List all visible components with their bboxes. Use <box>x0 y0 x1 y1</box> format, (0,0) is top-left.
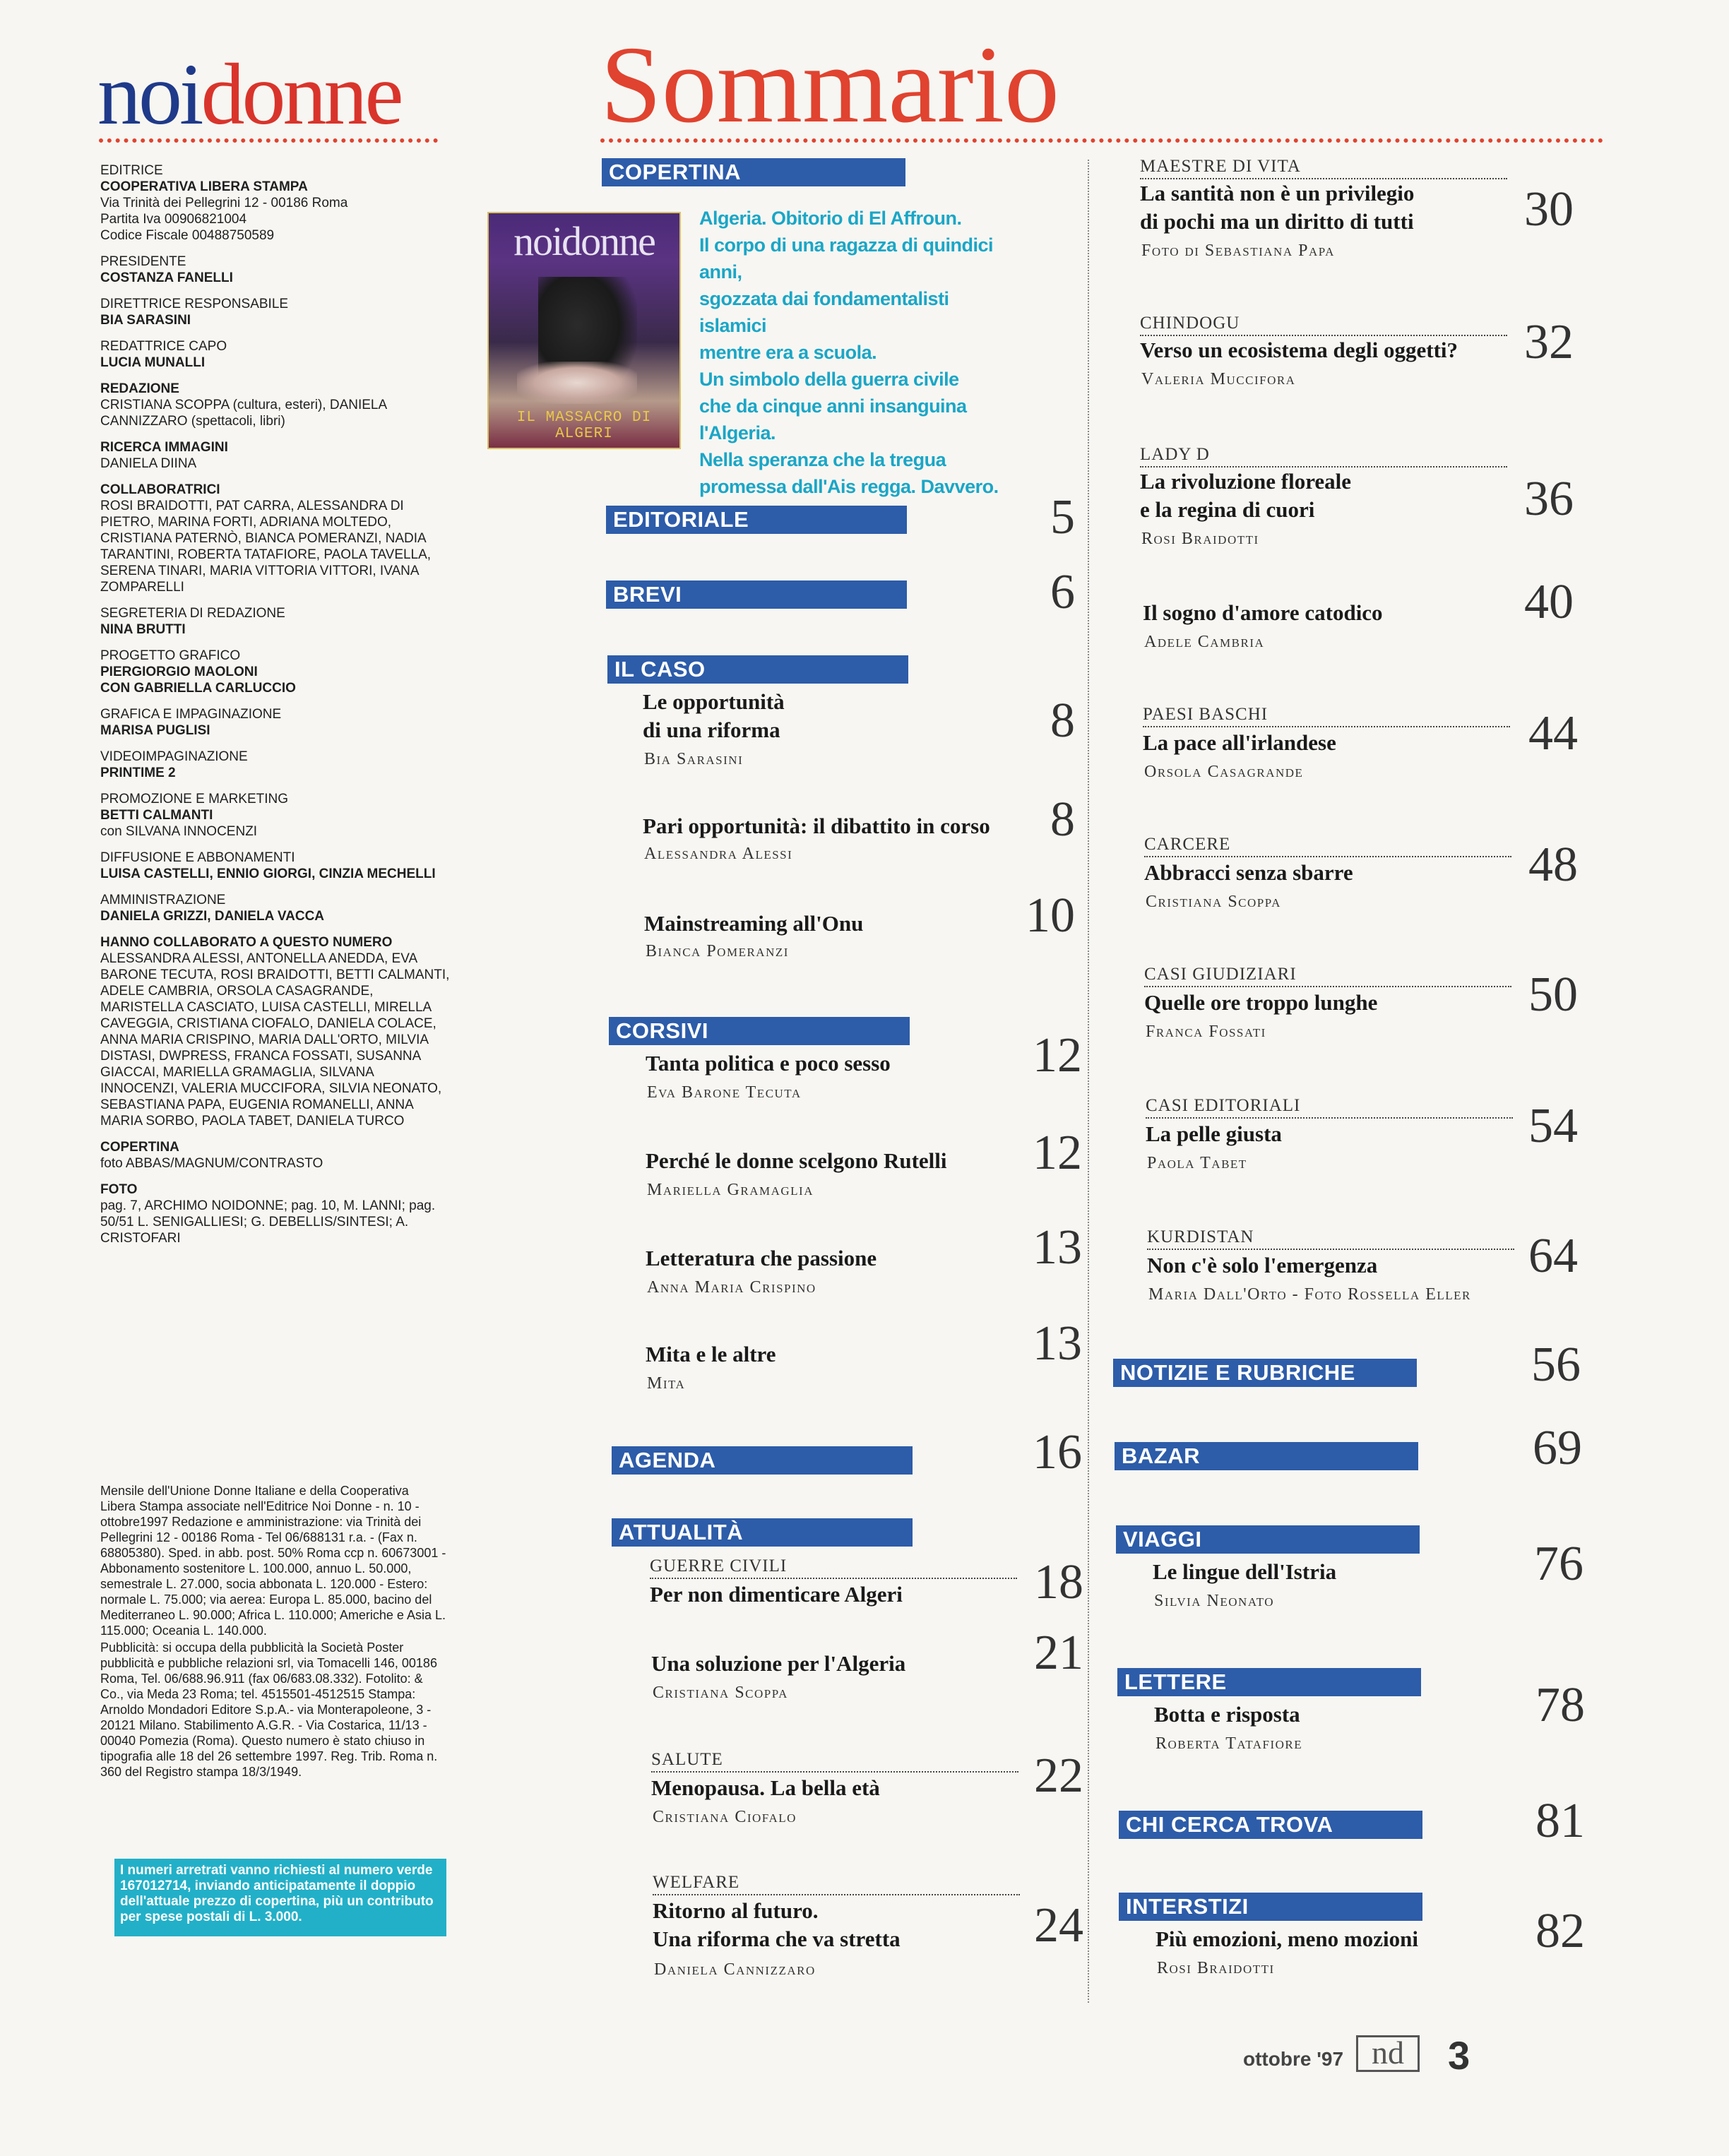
page-number: 16 <box>1033 1425 1082 1479</box>
masthead-detail: Via Trinità dei Pellegrini 12 - 00186 Roma Partita Iva 00906821004 Codice Fiscale 00488750589 <box>100 196 348 243</box>
article-title[interactable]: Perché le donne scelgono Rutelli <box>646 1148 947 1173</box>
article-title[interactable]: La pace all'irlandese <box>1143 730 1336 755</box>
masthead-block <box>100 706 453 739</box>
section-interstizi[interactable]: INTERSTIZI <box>1119 1893 1422 1921</box>
page-number: 13 <box>1033 1220 1082 1275</box>
cover-line: che da cinque anni insanguina l'Algeria. <box>699 395 967 443</box>
article-author: Mita <box>647 1374 686 1393</box>
section-chi-cerca-trova[interactable]: CHI CERCA TROVA <box>1119 1811 1422 1839</box>
masthead-block <box>100 338 453 371</box>
section-il-caso[interactable]: IL CASO <box>607 655 908 684</box>
article-title[interactable]: Menopausa. La bella età <box>651 1775 880 1800</box>
masthead-block <box>100 749 453 781</box>
page-number: 40 <box>1524 575 1574 629</box>
article-title[interactable]: Le opportunità di una riforma <box>643 689 785 742</box>
article-title[interactable]: Letteratura che passione <box>646 1246 877 1270</box>
article-title[interactable]: La pelle giusta <box>1146 1121 1282 1146</box>
masthead-detail: ALESSANDRA ALESSI, ANTONELLA ANEDDA, EVA BARONE TECUTA, ROSI BRAIDOTTI, BETTI CALMANTI, ADELE CAMBRIA, ORSOLA CASAGRANDE, MARISTELLA CASCIATO, LUISA CASTELLI, MIRELLA CAVEGGIA, CRISTIANA CIOFALO, DANIELA COLACE, ANNA MARIA CRISPINO, MARIA DALL'ORTO, MILVIA DISTASI, DWPRESS, FRANCA FOSSATI, SUSANNA GIACCAI, MARIELLA GRAMAGLIA, SILVANA INNOCENZI, VALERIA MUCCIFORA, SILVIA NEONATO, SEBASTIANA PAPA, EUGENIA ROMANELLI, ANNA MARIA SORBO, PAOLA TABET, DANIELA TURCO <box>100 951 450 1128</box>
article-author: Cristiana Scoppa <box>1146 893 1281 911</box>
masthead-detail: foto ABBAS/MAGNUM/CONTRASTO <box>100 1156 323 1171</box>
masthead-value: PRINTIME 2 <box>100 766 176 780</box>
back-issues-notice <box>114 1859 446 1936</box>
masthead-label: DIFFUSIONE E ABBONAMENTI <box>100 850 295 865</box>
masthead-label: PROMOZIONE E MARKETING <box>100 792 289 806</box>
masthead-block <box>100 791 453 840</box>
page-number: 5 <box>1050 490 1075 544</box>
article-kicker: GUERRE CIVILI <box>650 1556 1017 1579</box>
page-number: 56 <box>1531 1338 1581 1392</box>
article-title[interactable]: Mita e le altre <box>646 1342 776 1366</box>
article-kicker: LADY D <box>1140 445 1507 467</box>
article-title[interactable]: Le lingue dell'Istria <box>1153 1559 1337 1584</box>
page-number: 76 <box>1534 1537 1584 1591</box>
page-number: 13 <box>1033 1316 1082 1371</box>
title-dotted-rule <box>600 138 1603 143</box>
masthead-value: LUCIA MUNALLI <box>100 355 206 370</box>
article-title[interactable]: Tanta politica e poco sesso <box>646 1051 891 1076</box>
cover-strapline: IL MASSACRO DI ALGERI <box>516 410 652 442</box>
masthead-detail: pag. 7, ARCHIMO NOIDONNE; pag. 10, M. LANNI; pag. 50/51 L. SENIGALLIESI; G. DEBELLIS/SINTESI; A. CRISTOFARI <box>100 1198 436 1246</box>
masthead-value: HANNO COLLABORATO A QUESTO NUMERO <box>100 935 393 950</box>
masthead-block <box>100 381 453 429</box>
article-title[interactable]: Non c'è solo l'emergenza <box>1147 1253 1378 1277</box>
article-kicker: CASI EDITORIALI <box>1146 1096 1513 1119</box>
article-author: Eva Barone Tecuta <box>647 1083 802 1102</box>
folio: 3 <box>1448 2033 1470 2078</box>
masthead-value: FOTO <box>100 1182 138 1197</box>
article-title[interactable]: Botta e risposta <box>1154 1702 1300 1727</box>
cover-line: Il corpo di una ragazza di quindici anni, <box>699 234 994 282</box>
article-title[interactable]: Pari opportunità: il dibattito in corso <box>643 814 990 838</box>
notice-text: I numeri arretrati vanno richiesti al numero verde 167012714, inviando anticipatamente il doppio dell'attuale prezzo di copertina, più un contributo per spese postali di L. 3.000. <box>120 1863 434 1924</box>
article-title[interactable]: Verso un ecosistema degli oggetti? <box>1140 338 1458 362</box>
masthead-label: VIDEOIMPAGINAZIONE <box>100 749 248 764</box>
article-author: Roberta Tatafiore <box>1155 1734 1303 1753</box>
masthead-value: RICERCA IMMAGINI <box>100 440 228 455</box>
masthead-block <box>100 892 453 924</box>
masthead-value: BIA SARASINI <box>100 313 191 328</box>
article-title[interactable]: Per non dimenticare Algeri <box>650 1582 903 1607</box>
section-editoriale[interactable]: EDITORIALE <box>606 506 907 534</box>
article-author: Adele Cambria <box>1144 633 1265 651</box>
section-viaggi[interactable]: VIAGGI <box>1116 1525 1420 1554</box>
masthead-value: COLLABORATRICI <box>100 482 220 497</box>
masthead-detail: con SILVANA INNOCENZI <box>100 824 258 839</box>
masthead-label: GRAFICA E IMPAGINAZIONE <box>100 707 282 722</box>
page-number: 36 <box>1524 472 1574 526</box>
masthead-value: COPERTINA <box>100 1140 179 1155</box>
masthead-value: REDAZIONE <box>100 381 179 396</box>
article-author: Foto di Sebastiana Papa <box>1141 242 1335 260</box>
article-kicker: PAESI BASCHI <box>1143 705 1510 727</box>
page-number: 12 <box>1033 1126 1082 1180</box>
article-title[interactable]: La rivoluzione floreale e la regina di cuori <box>1140 469 1352 522</box>
page-number: 10 <box>1026 888 1075 943</box>
masthead-block <box>100 850 453 882</box>
noidonne-logo: noidonne <box>97 46 401 143</box>
article-author: Mariella Gramaglia <box>647 1181 814 1199</box>
masthead-label: SEGRETERIA DI REDAZIONE <box>100 606 285 621</box>
article-title[interactable]: Più emozioni, meno mozioni <box>1155 1926 1418 1951</box>
section-lettere[interactable]: LETTERE <box>1117 1668 1421 1696</box>
cover-description <box>699 205 1010 500</box>
article-author: Paola Tabet <box>1147 1154 1247 1172</box>
nd-logo: nd <box>1356 2035 1420 2072</box>
article-author: Bia Sarasini <box>644 750 744 768</box>
masthead-block <box>100 296 453 328</box>
article-author: Valeria Muccifora <box>1141 370 1296 388</box>
article-title[interactable]: La santità non è un privilegio di pochi ma un diritto di tutti <box>1140 181 1415 234</box>
masthead-value: BETTI CALMANTI <box>100 808 213 823</box>
page-number: 32 <box>1524 315 1574 369</box>
masthead-block <box>100 648 453 696</box>
article-title[interactable]: Il sogno d'amore catodico <box>1143 600 1383 625</box>
article-kicker: CHINDOGU <box>1140 314 1507 336</box>
cover-line: Nella speranza che la tregua <box>699 449 946 470</box>
page-number: 82 <box>1535 1904 1585 1958</box>
article-kicker: CARCERE <box>1144 835 1511 857</box>
masthead-label: DIRETTRICE RESPONSABILE <box>100 297 289 311</box>
article-title[interactable]: Mainstreaming all'Onu <box>644 911 864 936</box>
article-author: Maria Dall'Orto - Foto Rossella Eller <box>1148 1285 1471 1304</box>
page-number: 21 <box>1034 1626 1083 1680</box>
page-number: 64 <box>1528 1229 1578 1283</box>
masthead-label: AMMINISTRAZIONE <box>100 893 226 907</box>
imprint <box>100 1483 446 1780</box>
masthead-label: PROGETTO GRAFICO <box>100 648 241 663</box>
page-title: Sommario <box>600 23 1059 145</box>
article-author: Rosi Braidotti <box>1157 1959 1275 1977</box>
article-author: Cristiana Ciofalo <box>653 1808 797 1826</box>
article-author: Orsola Casagrande <box>1144 763 1304 781</box>
article-author: Cristiana Scoppa <box>653 1684 788 1702</box>
logo-dotted-rule <box>99 138 438 143</box>
masthead-label: PRESIDENTE <box>100 254 186 269</box>
issue-date: ottobre '97 <box>1243 2048 1344 2070</box>
page-number: 30 <box>1524 182 1574 237</box>
masthead-label: REDATTRICE CAPO <box>100 339 227 354</box>
page-number: 22 <box>1034 1749 1083 1803</box>
page-number: 18 <box>1034 1555 1083 1609</box>
cover-line: sgozzata dai fondamentalisti islamici <box>699 288 949 336</box>
cover-line: promessa dall'Ais regga. Davvero. <box>699 476 999 497</box>
page-number: 24 <box>1034 1898 1083 1953</box>
page-number: 78 <box>1535 1678 1585 1732</box>
article-author: Rosi Braidotti <box>1141 530 1259 548</box>
section-copertina[interactable]: COPERTINA <box>602 158 905 186</box>
masthead-block <box>100 254 453 286</box>
cover-line: mentre era a scuola. <box>699 342 877 363</box>
page-number: 54 <box>1528 1099 1578 1153</box>
page-number: 69 <box>1533 1421 1582 1475</box>
cover-image[interactable] <box>487 212 681 449</box>
page-number: 81 <box>1535 1794 1585 1848</box>
article-title[interactable]: Ritorno al futuro. Una riforma che va stretta <box>653 1898 901 1951</box>
masthead-block <box>100 439 453 472</box>
masthead-block <box>100 605 453 638</box>
page-number: 12 <box>1033 1028 1082 1083</box>
page-number: 8 <box>1050 792 1075 847</box>
masthead-detail: DANIELA DIINA <box>100 456 197 471</box>
imprint-text: Mensile dell'Unione Donne Italiane e della Cooperativa Libera Stampa associate nell'Editrice Noi Donne - n. 10 - ottobre1997 Redazione e amministrazione: via Trinità dei Pellegrini 12 - 00186 Roma - Tel 06/688131 r.a. - (Fax n. 68805380). Sped. in abb. post. 50% Roma ccp n. 60673001 - Abbonamento sostenitore L. 100.000, annuo L. 50.000, semestrale L. 27.000, socia abbonata L. 120.000 - Estero: normale L. 75.000; via aerea: Europa L. 85.000, bacino del Mediterraneo L. 90.000; Africa L. 110.000; Americhe e Asia L. 115.000; Oceania L. 140.000. <box>100 1484 446 1638</box>
section-bazar[interactable]: BAZAR <box>1115 1442 1418 1470</box>
article-author: Silvia Neonato <box>1154 1592 1275 1610</box>
page-number: 50 <box>1528 967 1578 1022</box>
cover-line: Algeria. Obitorio di El Affroun. <box>699 208 962 229</box>
masthead-value: MARISA PUGLISI <box>100 723 210 738</box>
section-corsivi[interactable]: CORSIVI <box>609 1017 910 1045</box>
article-kicker: KURDISTAN <box>1147 1227 1514 1250</box>
section-brevi[interactable]: BREVI <box>606 580 907 609</box>
article-kicker: SALUTE <box>651 1750 1018 1773</box>
masthead-block <box>100 934 453 1129</box>
article-author: Bianca Pomeranzi <box>646 942 789 960</box>
masthead-block <box>100 482 453 595</box>
article-kicker: MAESTRE DI VITA <box>1140 157 1507 179</box>
section-agenda[interactable]: AGENDA <box>612 1446 913 1475</box>
article-kicker: CASI GIUDIZIARI <box>1144 965 1511 987</box>
article-author: Alessandra Alessi <box>644 845 793 863</box>
masthead-value: PIERGIORGIO MAOLONI CON GABRIELLA CARLUCCIO <box>100 665 296 696</box>
page-number: 44 <box>1528 706 1578 761</box>
masthead-value: COOPERATIVA LIBERA STAMPA <box>100 179 308 194</box>
section-notizie-e-rubriche[interactable]: NOTIZIE E RUBRICHE <box>1113 1359 1417 1387</box>
masthead-block <box>100 1181 453 1246</box>
page-number: 48 <box>1528 838 1578 892</box>
masthead-detail: ROSI BRAIDOTTI, PAT CARRA, ALESSANDRA DI PIETRO, MARINA FORTI, ADRIANA MOLTEDO, CRISTIANA PATERNÒ, BIANCA POMERANZI, NADIA TARANTINI, ROBERTA TATAFIORE, PAOLA TAVELLA, SERENA TINARI, MARIA VITTORIA VITTORI, IVANA ZOMPARELLI <box>100 499 432 595</box>
article-kicker: WELFARE <box>653 1873 1020 1895</box>
masthead-value: DANIELA GRIZZI, DANIELA VACCA <box>100 909 325 924</box>
cover-logo: noidonne <box>513 218 655 264</box>
page-number: 6 <box>1050 565 1075 619</box>
masthead-detail: CRISTIANA SCOPPA (cultura, esteri), DANIELA CANNIZZARO (spettacoli, libri) <box>100 398 387 429</box>
masthead-value: LUISA CASTELLI, ENNIO GIORGI, CINZIA MECHELLI <box>100 866 436 881</box>
article-title[interactable]: Quelle ore troppo lunghe <box>1144 990 1378 1015</box>
section-attualita[interactable]: ATTUALITÀ <box>612 1518 913 1547</box>
masthead-block <box>100 1139 453 1172</box>
article-title[interactable]: Abbracci senza sbarre <box>1144 860 1353 885</box>
cover-line: Un simbolo della guerra civile <box>699 369 959 390</box>
masthead-value: COSTANZA FANELLI <box>100 270 233 285</box>
masthead-block <box>100 162 453 244</box>
page-number: 8 <box>1050 693 1075 748</box>
article-title[interactable]: Una soluzione per l'Algeria <box>651 1651 906 1676</box>
masthead-label: EDITRICE <box>100 163 163 178</box>
masthead <box>100 162 453 1256</box>
article-author: Anna Maria Crispino <box>647 1278 816 1297</box>
article-author: Daniela Cannizzaro <box>654 1960 816 1979</box>
cover-photo-detail <box>517 362 637 404</box>
column-divider <box>1088 160 1089 2003</box>
article-author: Franca Fossati <box>1146 1023 1266 1041</box>
masthead-value: NINA BRUTTI <box>100 622 186 637</box>
imprint-advertising: Pubblicità: si occupa della pubblicità la Società Poster pubblicità e pubbliche relazioni srl, via Tomacelli 146, 00186 Roma, Tel. 06/688.96.911 (fax 06/683.08.332). Fotolito: & Co., via Meda 23 Roma; tel. 4515501-4512515 Stampa: Arnoldo Mondadori Editore S.p.A.- via Monterapoleone, 3 - 20121 Milano. Stabilimento A.G.R. - Via Costarica, 11/13 - 00040 Pomezia (Roma). Questo numero è stato chiuso in tipografia alle 18 del 26 settembre 1997. Reg. Trib. Roma n. 360 del Registro stampa 18/3/1949. <box>100 1640 438 1779</box>
